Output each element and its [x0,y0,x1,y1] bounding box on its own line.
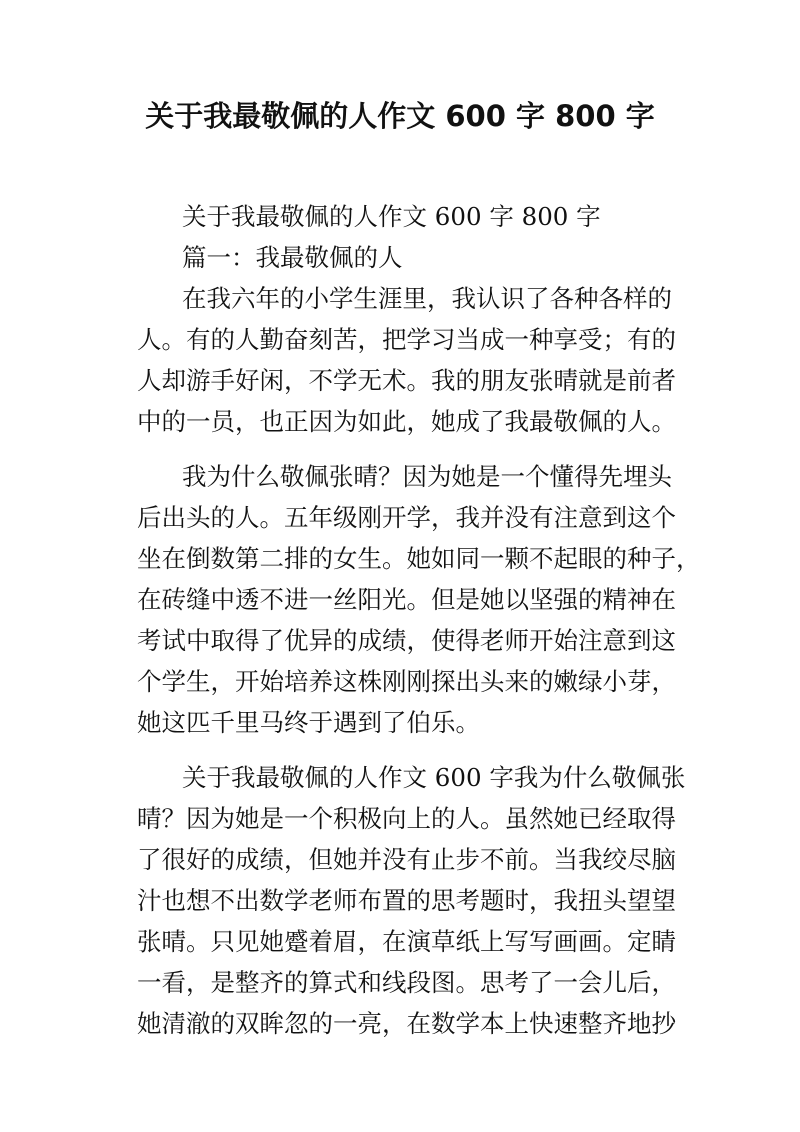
paragraph-line: 我为什么敬佩张晴？因为她是一个懂得先埋头 [182,462,672,491]
paragraph-line: 她清澈的双眸忽的一亮，在数学本上快速整齐地抄 [137,1009,676,1038]
paragraph-line: 人却游手好闲，不学无术。我的朋友张晴就是前者 [137,366,676,395]
paragraph-line: 人。有的人勤奋刻苦，把学习当成一种享受；有的 [137,325,676,354]
paragraph-line: 张晴。只见她蹙着眉，在演草纸上写写画画。定睛 [137,927,676,956]
paragraph-line: 了很好的成绩，但她并没有止步不前。当我绞尽脑 [137,845,676,874]
subtitle-line: 关于我最敬佩的人作文 600 字 800 字 [182,202,601,231]
paragraph-line: 个学生，开始培养这株刚刚探出头来的嫩绿小芽， [137,667,676,696]
document-title: 关于我最敬佩的人作文 600 字 800 字 [145,99,655,133]
paragraph-line: 后出头的人。五年级刚开学，我并没有注意到这个 [137,503,676,532]
paragraph-line: 坐在倒数第二排的女生。她如同一颗不起眼的种子， [137,544,701,573]
paragraph-line: 一看，是整齐的算式和线段图。思考了一会儿后， [137,968,676,997]
paragraph-line: 在砖缝中透不进一丝阳光。但是她以坚强的精神在 [137,585,676,614]
document-body [137,196,701,1044]
paragraph-line: 在我六年的小学生涯里，我认识了各种各样的 [182,284,672,313]
paragraph-line: 考试中取得了优异的成绩，使得老师开始注意到这 [137,626,676,655]
section-heading: 篇一：我最敬佩的人 [182,243,403,272]
paragraph-line: 晴？因为她是一个积极向上的人。虽然她已经取得 [137,804,676,833]
paragraph-line: 她这匹千里马终于遇到了伯乐。 [137,708,480,737]
paragraph-line: 关于我最敬佩的人作文 600 字我为什么敬佩张 [182,763,686,792]
paragraph-line: 汁也想不出数学老师布置的思考题时，我扭头望望 [137,886,676,915]
paragraph-line: 中的一员，也正因为如此，她成了我最敬佩的人。 [137,407,676,436]
